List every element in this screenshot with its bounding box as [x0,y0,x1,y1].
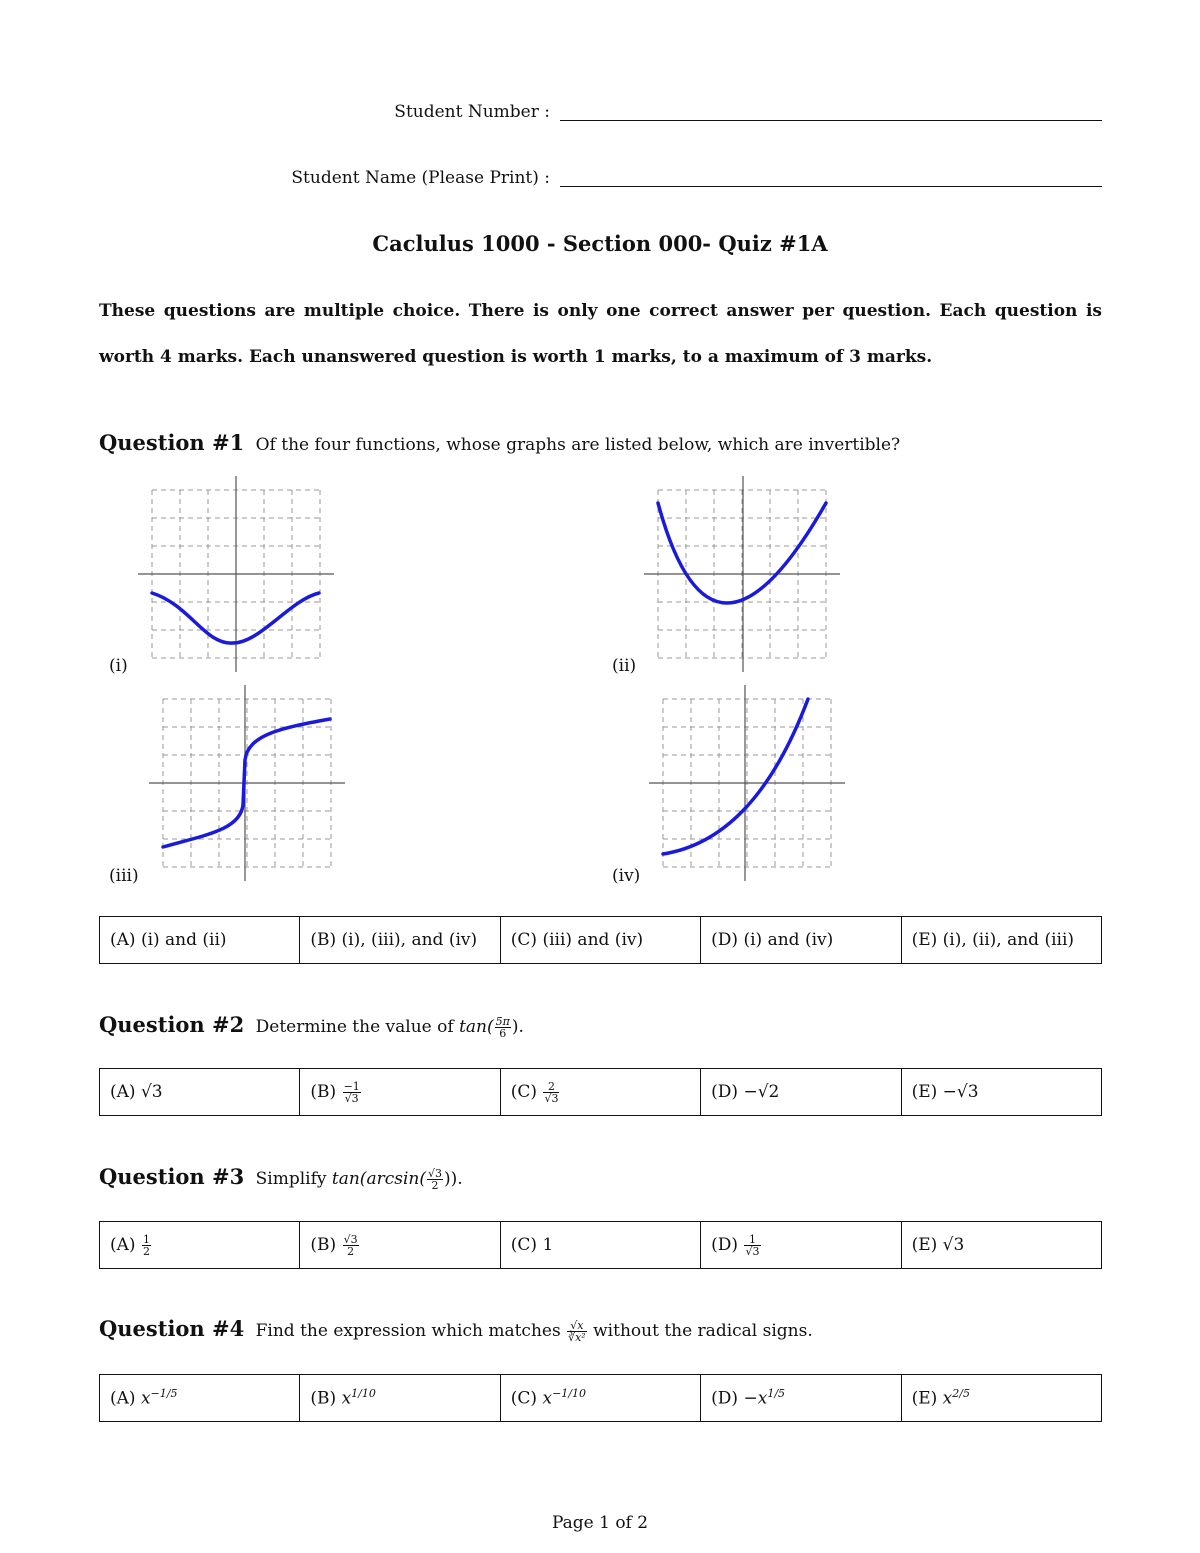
question-2-choices [99,1068,1102,1116]
question-2-heading: Question #2 Determine the value of tan( $\frac{5\pi}{6}$ ). [99,1012,524,1040]
graph-label-ii: (ii) [612,656,637,676]
choice-d[interactable]: (D) $\frac{1}{√3}$ [701,1222,901,1269]
question-prompt: Simplify [255,1169,327,1189]
question-fraction: $\frac{5\pi}{6}$ [495,1015,510,1040]
question-number: Question #2 [99,1012,245,1037]
choice-e[interactable]: (E) $x^{2/5}$ [901,1375,1101,1422]
choice-b[interactable]: (B) (i), (iii), and (iv) [300,917,500,964]
choice-c[interactable]: (C) 1 [500,1222,700,1269]
choice-e[interactable]: (E) −√3 [901,1069,1101,1116]
question-prompt: Of the four functions, whose graphs are listed below, which are invertible? [255,435,901,455]
question-prompt: Find the expression which matches [255,1321,561,1341]
question-number: Question #1 [99,430,245,455]
choice-a[interactable]: (A) $x^{-1/5}$ [100,1375,300,1422]
choice-c[interactable]: (C) $x^{-1/10}$ [500,1375,700,1422]
student-number-label: Student Number : [394,102,550,122]
choice-c[interactable]: (C) (iii) and (iv) [500,917,700,964]
instructions-line-1: These questions are multiple choice. There is only one correct answer per question. Each question is [99,301,1102,321]
question-3-heading: Question #3 Simplify tan(arcsin( $\frac{√3}{2}$ )). [99,1164,463,1192]
choice-d[interactable]: (D) (i) and (iv) [701,917,901,964]
question-prompt: Determine the value of [255,1017,454,1037]
question-number: Question #3 [99,1164,245,1189]
choice-d[interactable]: (D) −√2 [701,1069,901,1116]
question-3-choices [99,1221,1102,1269]
choice-e[interactable]: (E) (i), (ii), and (iii) [901,917,1101,964]
question-1-choices [99,916,1102,964]
question-function: tan( [459,1017,494,1037]
question-4-choices [99,1374,1102,1422]
choice-c[interactable]: (C) $\frac{2}{√3}$ [500,1069,700,1116]
question-fraction: $\frac{√3}{2}$ [427,1167,442,1192]
page-title: Caclulus 1000 - Section 000- Quiz #1A [372,231,828,256]
question-fraction: $\frac{√x}{\text{∛x²}}$ [568,1319,586,1344]
graph-label-iii: (iii) [109,866,139,886]
choice-b[interactable]: (B) $x^{1/10}$ [300,1375,500,1422]
student-name-label: Student Name (Please Print) : [291,168,550,188]
choice-a[interactable]: (A) (i) and (ii) [100,917,300,964]
instructions-line-2: worth 4 marks. Each unanswered question is worth 1 marks, to a maximum of 3 marks. [99,347,933,367]
choice-b[interactable]: (B) $\frac{-1}{√3}$ [300,1069,500,1116]
question-function: tan(arcsin( [331,1169,426,1189]
page-number: Page 1 of 2 [551,1513,649,1533]
graph-label-iv: (iv) [612,866,641,886]
graph-label-i: (i) [109,656,128,676]
choice-b[interactable]: (B) $\frac{√3}{2}$ [300,1222,500,1269]
choice-e[interactable]: (E) √3 [901,1222,1101,1269]
choice-a[interactable]: (A) $\frac{1}{2}$ [100,1222,300,1269]
question-4-heading: Question #4 Find the expression which matches $\frac{√x}{\text{∛x²}}$ without the radical signs. [99,1316,813,1344]
curve-iv [663,699,808,854]
choice-a[interactable]: (A) √3 [100,1069,300,1116]
question-number: Question #4 [99,1316,245,1341]
choice-d[interactable]: $(D) -x^{1/5}$ [701,1375,901,1422]
